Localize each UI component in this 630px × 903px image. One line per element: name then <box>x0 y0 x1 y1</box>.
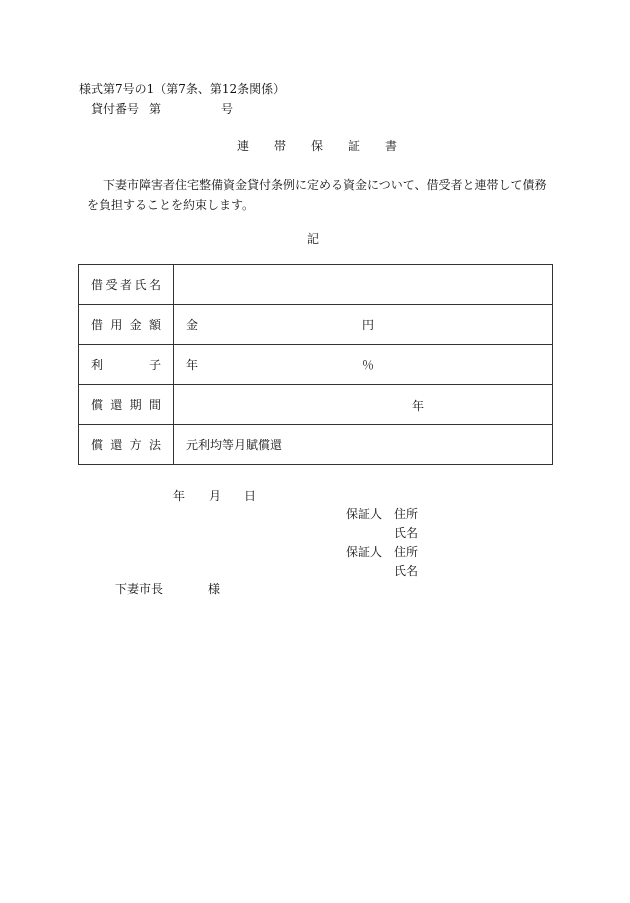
title-char: 連 <box>237 139 250 153</box>
loan-amount-suffix: 円 <box>362 318 375 332</box>
interest-suffix: ％ <box>362 358 375 372</box>
title-char: 帯 <box>273 139 286 153</box>
loan-number-suffix: 号 <box>221 102 234 116</box>
form-number: 様式第7号の1（第7条、第12条関係） <box>79 82 286 96</box>
loan-amount-label: 借 用 金 額 <box>79 305 174 345</box>
repayment-method-value: 元利均等月賦償還 <box>174 425 553 465</box>
repayment-period-label: 償 還 期 間 <box>79 385 174 425</box>
addressee-line <box>115 580 221 597</box>
guarantor-2-address-label: 住所 <box>394 545 419 559</box>
interest-prefix: 年 <box>186 358 199 372</box>
date-day: 日 <box>244 489 257 503</box>
loan-amount-prefix: 金 <box>186 318 199 332</box>
table-row <box>79 265 553 305</box>
honorific: 様 <box>208 582 221 596</box>
interest-value <box>174 345 553 385</box>
loan-amount-value <box>174 305 553 345</box>
table-row <box>79 425 553 465</box>
title-char: 証 <box>347 139 360 153</box>
guarantor-1-name-label: 氏名 <box>394 526 419 540</box>
title-char: 保 <box>310 139 323 153</box>
guarantor-1-address-label: 住所 <box>394 507 419 521</box>
guarantor-2-role: 保証人 <box>346 545 383 559</box>
guarantor-1-role: 保証人 <box>346 507 383 521</box>
loan-number-line <box>91 100 234 117</box>
ki-heading: 記 <box>307 232 320 246</box>
title-char: 書 <box>384 139 397 153</box>
date-month: 月 <box>209 489 222 503</box>
repayment-period-value <box>174 385 553 425</box>
borrower-name-value <box>174 265 553 305</box>
repayment-method-label: 償 還 方 法 <box>79 425 174 465</box>
table-row <box>79 305 553 345</box>
interest-label: 利 子 <box>79 345 174 385</box>
borrower-name-label: 借 受 者 氏 名 <box>79 265 174 305</box>
loan-number-prefix: 第 <box>149 102 162 116</box>
table-row <box>79 345 553 385</box>
loan-number-label: 貸付番号 <box>91 102 140 116</box>
date-year: 年 <box>173 489 186 503</box>
guarantee-info-table <box>78 264 553 465</box>
table-row <box>79 385 553 425</box>
addressee: 下妻市長 <box>115 582 164 596</box>
guarantor-2-name-label: 氏名 <box>394 564 419 578</box>
body-text: 下妻市障害者住宅整備資金貸付条例に定める資金について、借受者と連帯して債務を負担することを約束します。 <box>87 178 547 212</box>
repayment-period-suffix: 年 <box>412 398 425 413</box>
document-title <box>237 137 397 154</box>
